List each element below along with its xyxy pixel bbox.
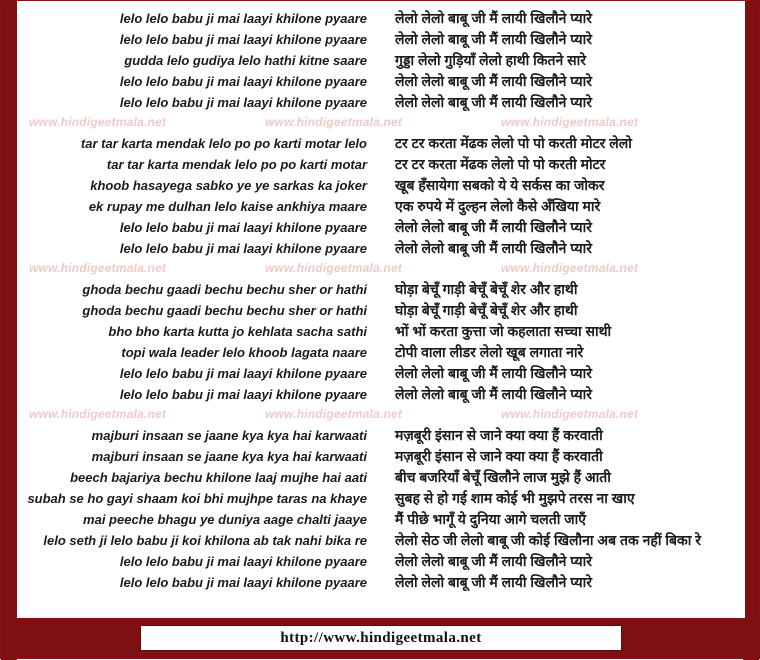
lyrics-devanagari: लेलो लेलो बाबू जी मैं लायी खिलौने प्यारे [395,31,592,47]
lyrics-roman: lelo lelo babu ji mai laayi khilone pyaare [119,74,367,89]
lyrics-line [17,93,745,114]
watermark-band [17,406,745,426]
watermark-text: www.hindigeetmala.net [501,261,639,275]
lyrics-line [17,301,745,322]
watermark-text: www.hindigeetmala.net [29,407,167,421]
lyrics-stanza [17,134,745,260]
lyrics-devanagari: मज़बूरी इंसान से जाने क्या क्या हैं करवाती [395,448,603,464]
watermark-text: www.hindigeetmala.net [29,115,167,129]
lyrics-stanza [17,426,745,594]
left-side-bar [1,1,17,660]
lyrics-devanagari: लेलो लेलो बाबू जी मैं लायी खिलौने प्यारे [395,553,592,569]
lyrics-devanagari: बीच बजरियाँ बेचूँ खिलौने लाज मुझे हैं आती [395,469,611,485]
lyrics-stanza [17,280,745,406]
lyrics-devanagari: सुबह से हो गई शाम कोई भी मुझपे तरस ना खाए [395,490,635,506]
lyrics-line [17,134,745,155]
lyrics-roman: lelo lelo babu ji mai laayi khilone pyaare [119,11,367,26]
lyrics-roman: lelo lelo babu ji mai laayi khilone pyaare [119,32,367,47]
site-url[interactable]: http://www.hindigeetmala.net [280,629,482,646]
lyrics-roman: ek rupay me dulhan lelo kaise ankhiya maare [88,199,367,214]
lyrics-line [17,155,745,176]
watermark-band [17,260,745,280]
watermark-text: www.hindigeetmala.net [265,115,403,129]
watermark-text: www.hindigeetmala.net [501,115,639,129]
lyrics-devanagari: लेलो लेलो बाबू जी मैं लायी खिलौने प्यारे [395,574,592,590]
lyrics-line [17,51,745,72]
watermark-text: www.hindigeetmala.net [501,407,639,421]
lyrics-line [17,9,745,30]
lyrics-line [17,176,745,197]
lyrics-devanagari: लेलो लेलो बाबू जी मैं लायी खिलौने प्यारे [395,219,592,235]
lyrics-devanagari: टर टर करता मेंढक लेलो पो पो करती मोटर [395,156,606,172]
lyrics-roman: gudda lelo gudiya lelo hathi kitne saare [124,53,367,68]
lyrics-roman: topi wala leader lelo khoob lagata naare [121,345,367,360]
lyrics-roman: lelo lelo babu ji mai laayi khilone pyaare [119,366,367,381]
footer-url-plate[interactable] [140,625,622,651]
lyrics-devanagari: मज़बूरी इंसान से जाने क्या क्या हैं करवाती [395,427,603,443]
lyrics-roman: lelo lelo babu ji mai laayi khilone pyaare [119,575,367,590]
lyrics-line [17,447,745,468]
lyrics-line [17,573,745,594]
lyrics-devanagari: लेलो लेलो बाबू जी मैं लायी खिलौने प्यारे [395,240,592,256]
watermark-text: www.hindigeetmala.net [265,261,403,275]
lyrics-roman: lelo lelo babu ji mai laayi khilone pyaare [119,387,367,402]
lyrics-roman: majburi insaan se jaane kya kya hai karwaati [91,428,367,443]
lyrics-devanagari: घोड़ा बेचूँ गाड़ी बेचूँ बेचूँ शेर और हाथी [395,302,578,318]
lyrics-roman: lelo lelo babu ji mai laayi khilone pyaare [119,220,367,235]
lyrics-devanagari: लेलो लेलो बाबू जी मैं लायी खिलौने प्यारे [395,94,592,110]
lyrics-line [17,552,745,573]
lyrics-roman: khoob hasayega sabko ye ye sarkas ka joker [90,178,367,193]
lyrics-line [17,197,745,218]
lyrics-line [17,239,745,260]
lyrics-devanagari: लेलो सेठ जी लेलो बाबू जी कोई खिलौना अब तक नहीं बिका रे [395,532,701,548]
right-side-bar [743,1,759,660]
lyrics-devanagari: मैं पीछे भागूँ ये दुनिया आगे चलती जाएँ [395,511,586,527]
lyrics-devanagari: खूब हँसायेगा सबको ये ये सर्कस का जोकर [395,177,605,193]
lyrics-devanagari: टर टर करता मेंढक लेलो पो पो करती मोटर लेलो [395,135,632,151]
lyrics-devanagari: लेलो लेलो बाबू जी मैं लायी खिलौने प्यारे [395,10,592,26]
lyrics-devanagari: लेलो लेलो बाबू जी मैं लायी खिलौने प्यारे [395,365,592,381]
lyrics-roman: tar tar karta mendak lelo po po karti motar lelo [80,136,367,151]
lyrics-devanagari: लेलो लेलो बाबू जी मैं लायी खिलौने प्यारे [395,386,592,402]
footer-bar [1,618,760,658]
lyrics-roman: ghoda bechu gaadi bechu bechu sher or hathi [82,303,367,318]
lyrics-devanagari: भों भों करता कुत्ता जो कहलाता सच्चा साथी [395,323,612,339]
lyrics-roman: lelo lelo babu ji mai laayi khilone pyaare [119,241,367,256]
lyrics-devanagari: गुड्डा लेलो गुड़ियाँ लेलो हाथी कितने सारे [395,52,586,68]
lyrics-roman: mai peeche bhagu ye duniya aage chalti jaaye [83,512,367,527]
lyrics-line [17,72,745,93]
watermark-text: www.hindigeetmala.net [265,407,403,421]
lyrics-roman: bho bho karta kutta jo kehlata sacha sathi [108,324,367,339]
lyrics-roman: ghoda bechu gaadi bechu bechu sher or hathi [82,282,367,297]
lyrics-roman: subah se ho gayi shaam koi bhi mujhpe taras na khaye [27,491,367,506]
lyrics-line [17,280,745,301]
lyrics-line [17,489,745,510]
lyrics-line [17,426,745,447]
lyrics-devanagari: घोड़ा बेचूँ गाड़ी बेचूँ बेचूँ शेर और हाथी [395,281,578,297]
lyrics-line [17,218,745,239]
lyrics-line [17,343,745,364]
lyrics-stanza [17,9,745,114]
watermark-band [17,114,745,134]
lyrics-roman: majburi insaan se jaane kya kya hai karwaati [91,449,367,464]
watermark-text: www.hindigeetmala.net [29,261,167,275]
lyrics-roman: lelo seth ji lelo babu ji koi khilona ab tak nahi bika re [43,533,367,548]
lyrics-devanagari: टोपी वाला लीडर लेलो खूब लगाता नारे [395,344,584,360]
lyrics-devanagari: लेलो लेलो बाबू जी मैं लायी खिलौने प्यारे [395,73,592,89]
lyrics-roman: lelo lelo babu ji mai laayi khilone pyaare [119,554,367,569]
lyrics-devanagari: एक रुपये में दुल्हन लेलो कैसे अँखिया मारे [395,198,601,214]
lyrics-line [17,468,745,489]
lyrics-roman: tar tar karta mendak lelo po po karti motar [106,157,367,172]
lyrics-roman: lelo lelo babu ji mai laayi khilone pyaare [119,95,367,110]
lyrics-line [17,531,745,552]
lyrics-roman: beech bajariya bechu khilone laaj mujhe hai aati [70,470,367,485]
lyrics-area [17,1,745,620]
lyrics-line [17,322,745,343]
lyrics-line [17,385,745,406]
lyrics-line [17,364,745,385]
lyrics-line [17,30,745,51]
lyrics-line [17,510,745,531]
